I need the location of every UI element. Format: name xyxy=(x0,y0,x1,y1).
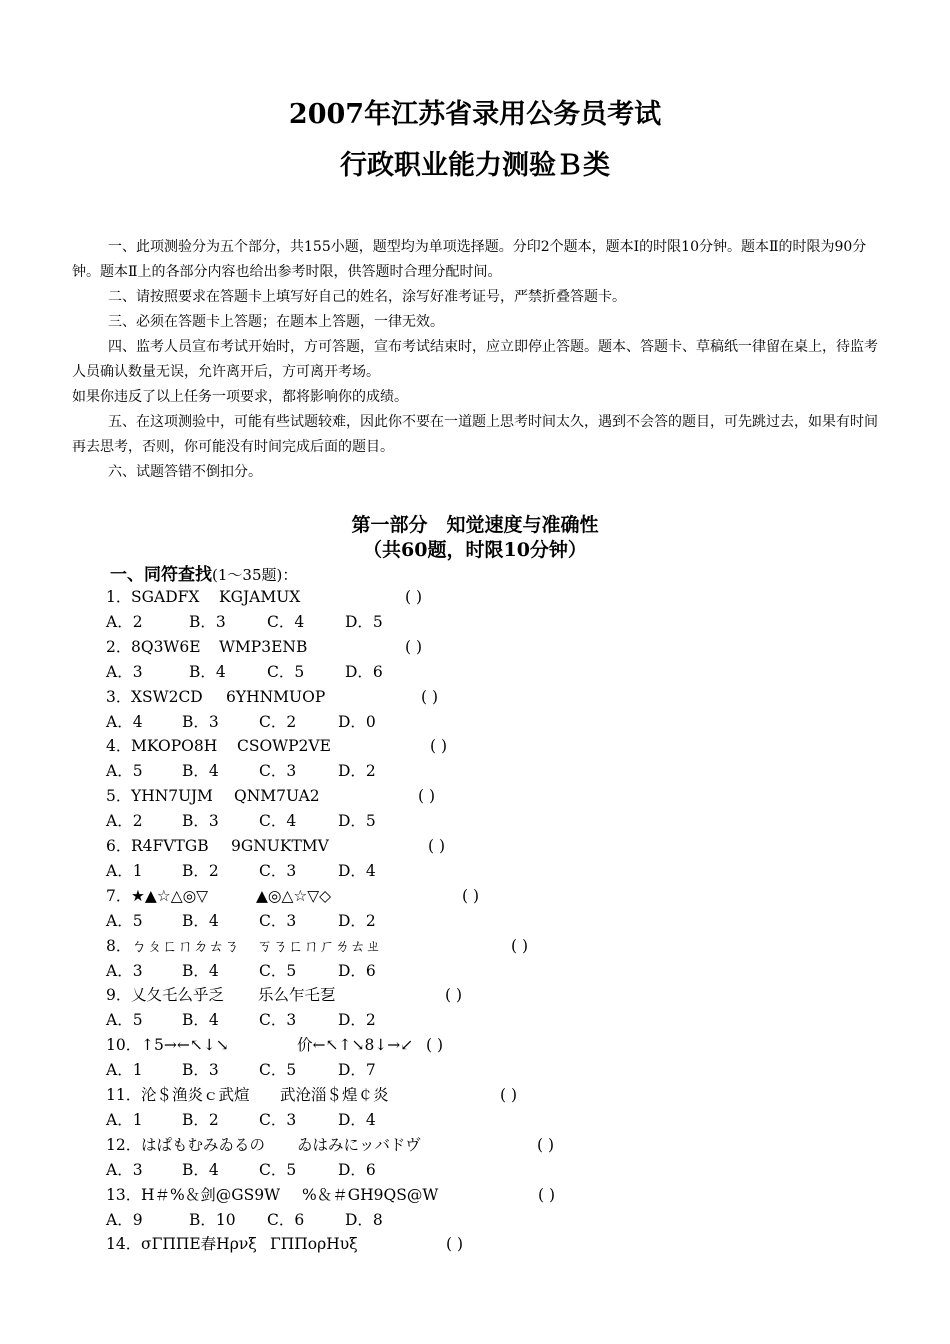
section-subtitle: （共60题，时限10分钟） xyxy=(363,539,587,561)
answer-option: D．2 xyxy=(338,1011,376,1030)
answer-option: D．8 xyxy=(345,1210,383,1229)
question-string-a: R4FVTGB xyxy=(131,837,209,855)
answer-option: C．4 xyxy=(267,613,305,631)
answer-option: A．3 xyxy=(106,662,143,681)
answer-option: B．4 xyxy=(182,911,219,930)
answer-option: B．10 xyxy=(189,1210,236,1229)
answer-option: B．4 xyxy=(182,762,219,781)
answer-bracket: ( ) xyxy=(462,886,480,905)
answer-option: C．5 xyxy=(259,1061,297,1080)
answer-option: A．9 xyxy=(106,1210,143,1229)
question-string-a: 沦＄渔炎ｃ武煊 xyxy=(141,1086,250,1104)
answer-option: B．4 xyxy=(189,662,226,681)
answer-option: A．3 xyxy=(106,1160,143,1179)
question-string-b: WMP3ENB xyxy=(219,637,308,656)
question-string-b: CSOWP2VE xyxy=(237,737,331,756)
answer-option: A．1 xyxy=(106,1111,143,1129)
answer-option: D．0 xyxy=(338,712,376,731)
answer-option: A．2 xyxy=(106,812,143,831)
question-string-a: ★▲☆△◎▽ xyxy=(131,886,209,905)
question-number: 4． xyxy=(106,737,132,756)
question-string-b: 武沧淄＄煌￠炎 xyxy=(280,1086,389,1104)
answer-bracket: ( ) xyxy=(538,1185,556,1204)
question-string-b: QNM7UA2 xyxy=(234,787,320,806)
answer-option: B．3 xyxy=(189,613,226,631)
answer-option: B．3 xyxy=(182,812,219,831)
instruction-1: 一、此项测验分为五个部分，共155小题，题型均为单项选择题。分印2个题本，题本Ⅰ的时限10分钟。题本Ⅱ的时限为90分钟。题本Ⅱ上的各部分内容也给出参考时限，供答题时合理分配时间。 xyxy=(72,239,867,280)
answer-option: B．3 xyxy=(182,712,219,731)
part-heading-label: 一、同符查找 xyxy=(110,565,212,585)
question-string-b: 6YHNMUOP xyxy=(226,687,326,706)
answer-option: D．6 xyxy=(345,662,383,681)
answer-option: B．3 xyxy=(182,1061,219,1080)
answer-option: D．5 xyxy=(345,613,383,631)
question-number: 6． xyxy=(106,837,132,855)
answer-option: B．2 xyxy=(182,1111,219,1129)
question-string-b: KGJAMUX xyxy=(219,588,301,606)
answer-option: B．2 xyxy=(182,862,219,880)
answer-option: D．2 xyxy=(338,762,376,781)
answer-bracket: ( ) xyxy=(511,936,529,955)
question-number: 5． xyxy=(106,787,132,806)
question-string-a: ↑5→←↖↓↘ xyxy=(141,1036,229,1055)
answer-option: D．2 xyxy=(338,911,376,930)
answer-bracket: ( ) xyxy=(445,986,463,1005)
answer-option: B．4 xyxy=(182,1160,219,1179)
exam-subtitle: 行政职业能力测验Ｂ类 xyxy=(340,150,610,181)
question-number: 1． xyxy=(106,588,132,606)
answer-option: B．4 xyxy=(182,1011,219,1030)
answer-option: C．3 xyxy=(259,762,297,781)
question-string-a: 乂夂乇么乎乏 xyxy=(131,986,225,1005)
answer-option: D．7 xyxy=(338,1061,376,1080)
answer-option: C．4 xyxy=(259,812,297,831)
answer-bracket: ( ) xyxy=(421,687,439,706)
question-number: 9． xyxy=(106,986,132,1005)
question-number: 10． xyxy=(106,1036,142,1055)
answer-option: C．5 xyxy=(267,662,305,681)
answer-option: D．4 xyxy=(338,1111,376,1129)
instruction-6: 六、试题答错不倒扣分。 xyxy=(108,464,262,480)
answer-option: C．5 xyxy=(259,1160,297,1179)
instruction-4: 四、监考人员宣布考试开始时，方可答题，宣布考试结束时，应立即停止答题。题本、答题卡、草稿纸一律留在桌上，待监考人员确认数量无误，允许离开后，方可离开考场。 xyxy=(72,339,878,380)
question-string-a: 8Q3W6E xyxy=(131,637,201,656)
instruction-warning: 如果你违反了以上任务一项要求，都将影响你的成绩。 xyxy=(72,389,408,405)
exam-title: 2007年江苏省录用公务员考试 xyxy=(288,99,662,130)
section-title: 第一部分 知觉速度与准确性 xyxy=(351,514,599,536)
answer-bracket: ( ) xyxy=(428,837,446,855)
answer-option: A．5 xyxy=(106,1011,143,1030)
answer-bracket: ( ) xyxy=(418,787,436,806)
instruction-2: 二、请按照要求在答题卡上填写好自己的姓名，涂写好准考证号，严禁折叠答题卡。 xyxy=(108,289,626,305)
question-number: 2． xyxy=(106,637,132,656)
part-heading xyxy=(110,560,297,585)
answer-option: A．5 xyxy=(106,911,143,930)
question-number: 11． xyxy=(106,1086,142,1104)
answer-option: D．5 xyxy=(338,812,376,831)
question-string-a: σΓΠΠΕ春Ηρνξ xyxy=(141,1235,257,1254)
answer-option: B．4 xyxy=(182,961,219,980)
question-string-b: %＆＃GH9QS@W xyxy=(302,1185,439,1204)
question-string-a: MKOPO8H xyxy=(131,737,218,756)
question-number: 13． xyxy=(106,1185,142,1204)
answer-bracket: ( ) xyxy=(430,737,448,756)
question-string-a: XSW2CD xyxy=(131,687,203,706)
question-string-b: ゐはみにッバドヴ xyxy=(297,1135,421,1154)
question-string-a: H＃%＆剑@GS9W xyxy=(141,1185,281,1204)
instruction-3: 三、必须在答题卡上答题；在题本上答题，一律无效。 xyxy=(108,314,444,330)
answer-option: C．5 xyxy=(259,961,297,980)
answer-option: D．6 xyxy=(338,1160,376,1179)
part-range: (1～35题)： xyxy=(212,566,298,584)
question-string-b: ΓΠΠορΗυξ xyxy=(270,1235,358,1254)
question-string-a: SGADFX xyxy=(131,588,200,606)
question-string-b: ㄎㄋㄈㄇㄏㄌㄊㄓ xyxy=(257,936,382,955)
question-number: 8． xyxy=(106,936,132,955)
answer-bracket: ( ) xyxy=(426,1036,444,1055)
question-string-b: ▲◎△☆▽◇ xyxy=(256,886,332,905)
question-number: 3． xyxy=(106,687,132,706)
answer-option: A．1 xyxy=(106,862,143,880)
question-string-b: 乐么乍乇乭 xyxy=(258,986,336,1005)
question-number: 12． xyxy=(106,1135,142,1154)
answer-bracket: ( ) xyxy=(405,637,423,656)
answer-option: D．4 xyxy=(338,862,376,880)
answer-option: A．5 xyxy=(106,762,143,781)
answer-option: C．6 xyxy=(267,1210,305,1229)
question-string-a: ㄅㄆㄈㄇㄉㄊㄋ xyxy=(131,936,240,955)
answer-option: C．2 xyxy=(259,712,297,731)
answer-option: C．3 xyxy=(259,862,297,880)
instruction-5: 五、在这项测验中，可能有些试题较难，因此你不要在一道题上思考时间太久，遇到不会答的题目，可先跳过去，如果有时间再去思考，否则，你可能没有时间完成后面的题目。 xyxy=(72,414,878,455)
answer-bracket: ( ) xyxy=(405,588,423,606)
answer-bracket: ( ) xyxy=(537,1135,555,1154)
answer-option: A．3 xyxy=(106,961,143,980)
instructions xyxy=(72,235,890,485)
question-string-a: YHN7UJM xyxy=(131,787,213,806)
answer-option: A．4 xyxy=(106,712,143,731)
answer-option: C．3 xyxy=(259,1011,297,1030)
question-number: 14． xyxy=(106,1235,142,1254)
answer-bracket: ( ) xyxy=(500,1086,518,1104)
answer-option: A．1 xyxy=(106,1061,143,1080)
answer-option: C．3 xyxy=(259,911,297,930)
question-string-b: 价←↖↑↘8↓→↙ xyxy=(297,1036,414,1055)
answer-option: A．2 xyxy=(106,613,143,631)
question-string-a: はぱもむみゐるの xyxy=(141,1135,266,1154)
answer-option: D．6 xyxy=(338,961,376,980)
answer-bracket: ( ) xyxy=(446,1235,464,1254)
answer-option: C．3 xyxy=(259,1111,297,1129)
question-number: 7． xyxy=(106,886,132,905)
question-string-b: 9GNUKTMV xyxy=(231,837,329,855)
